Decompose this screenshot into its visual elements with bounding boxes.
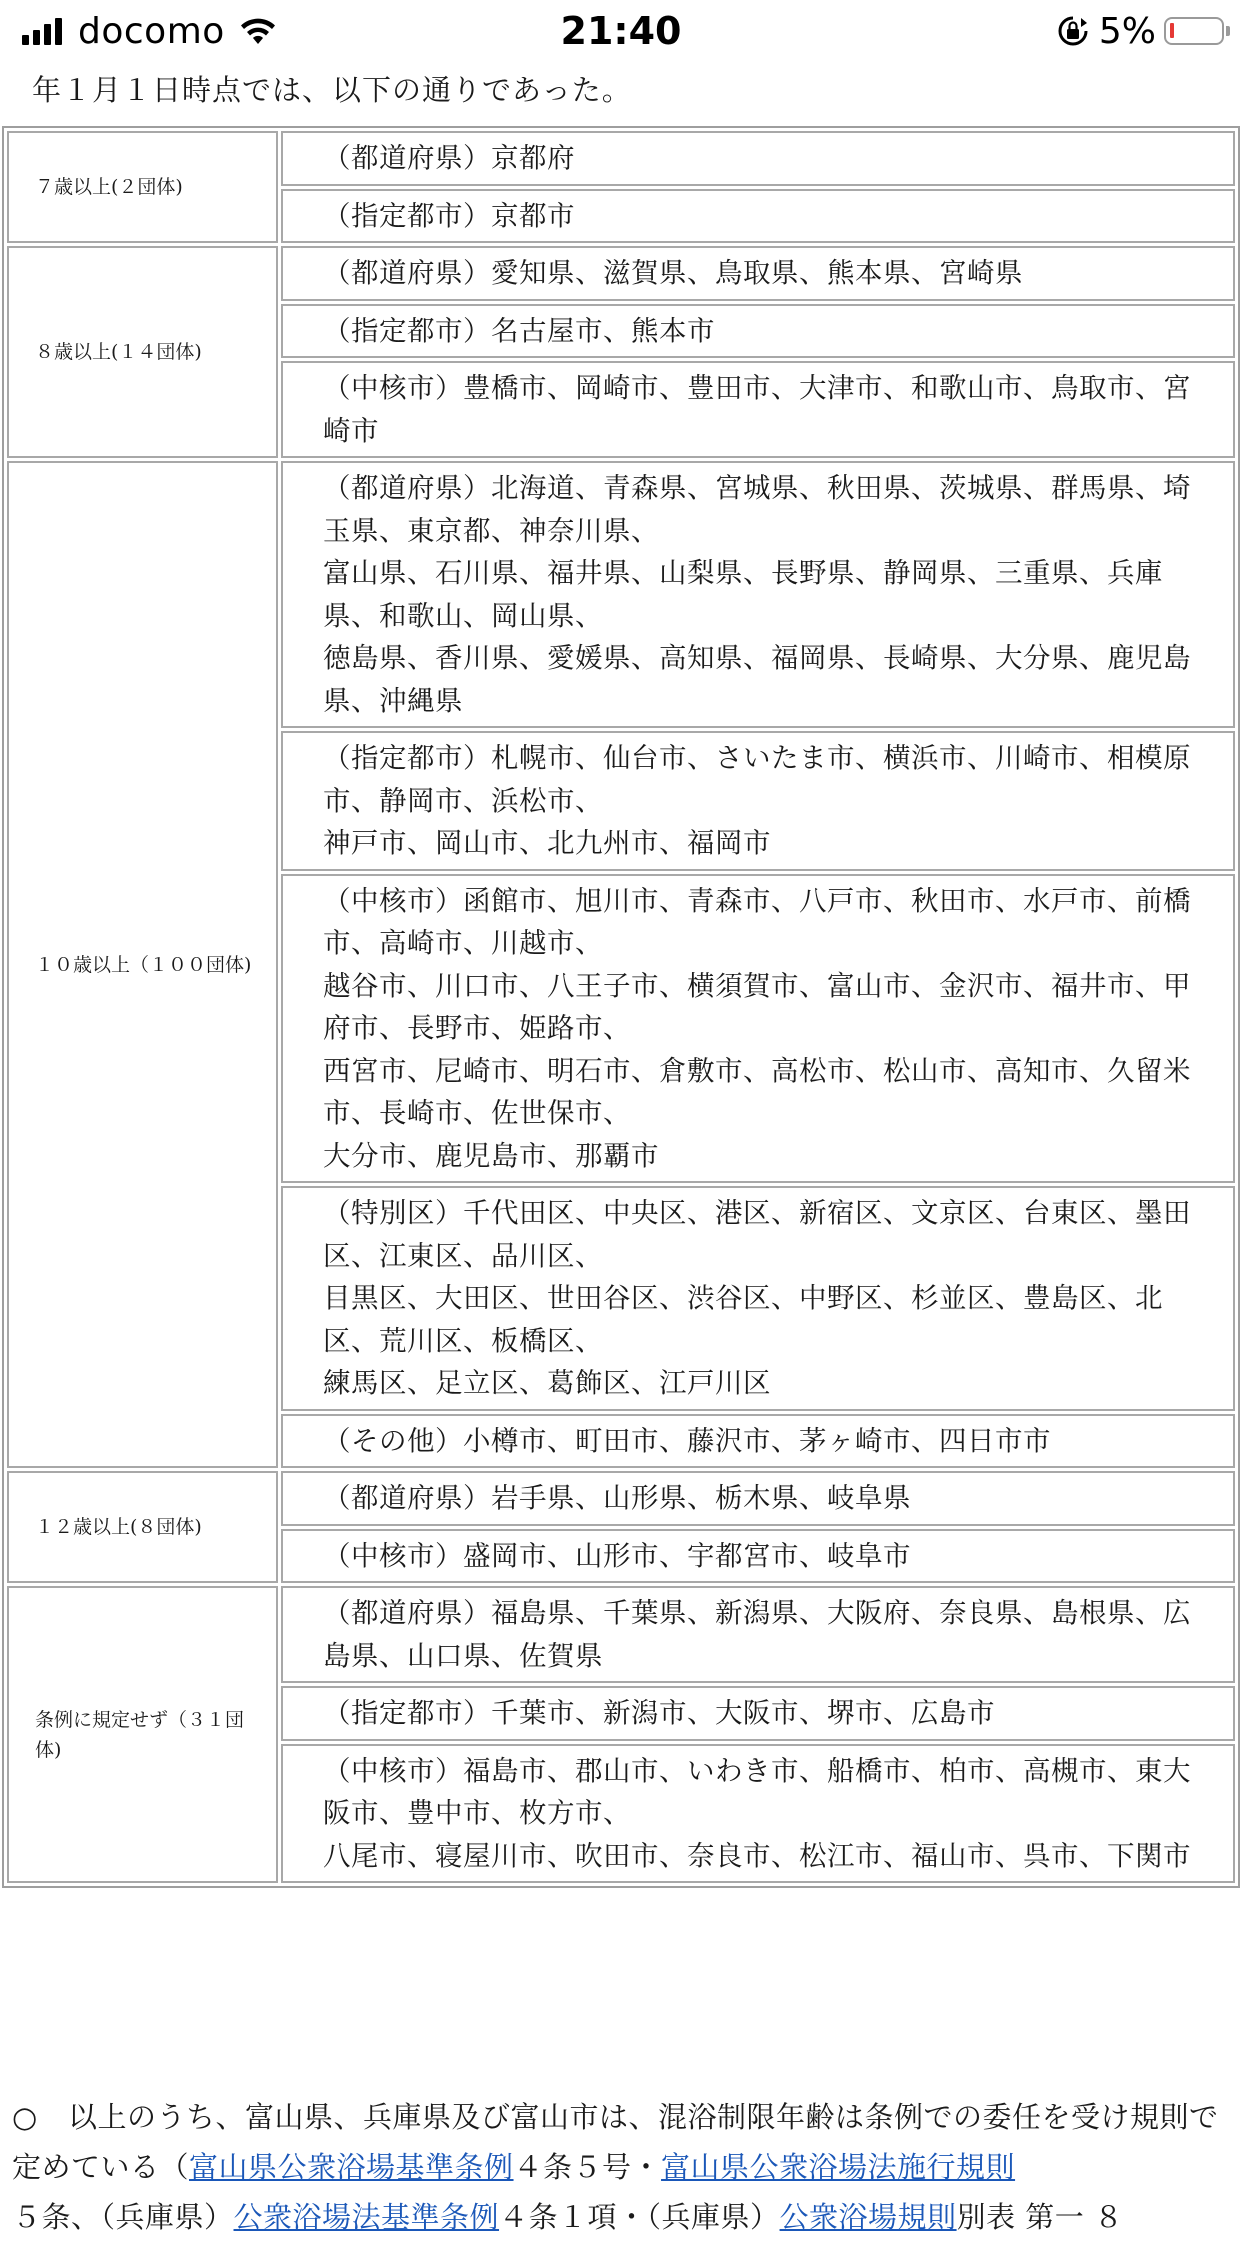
municipality-list-line: 大分市、鹿児島市、那覇市: [323, 1139, 659, 1172]
orientation-lock-icon: [1057, 15, 1089, 47]
municipality-list-line: （指定都市）千葉市、新潟市、大阪市、堺市、広島市: [323, 1697, 995, 1729]
municipality-list-line: 練馬区、足立区、葛飾区、江戸川区: [323, 1367, 771, 1399]
link-toyama-ken-bath-standard-ordinance[interactable]: 富山県公衆浴場基準条例: [189, 2150, 514, 2184]
municipality-list-cell: [281, 1186, 1235, 1411]
link-hyogo-bath-standard-ordinance[interactable]: 公衆浴場法基準条例: [233, 2200, 500, 2234]
municipality-list-cell: [281, 1529, 1235, 1584]
footer-text-2: ４条５号・: [513, 2150, 662, 2184]
table-row: [7, 246, 1235, 301]
municipality-list-line: （指定都市）札幌市、仙台市、さいたま市、横浜市、川崎市、相模原市、静岡市、浜松市、: [323, 742, 1191, 817]
carrier-name: docomo: [78, 10, 225, 52]
municipality-list-cell: [281, 189, 1235, 244]
footer-text-4: ４条１項・（兵庫県）: [499, 2200, 780, 2234]
municipality-list-cell: [281, 1686, 1235, 1741]
status-right: [1057, 8, 1224, 54]
municipality-list-line: 越谷市、川口市、八王子市、横須賀市、富山市、金沢市、福井市、甲府市、長野市、姫路市、: [323, 969, 1191, 1044]
intro-text: 年１月１日時点では、以下の通りであった。: [32, 73, 632, 107]
municipality-list-line: （指定都市）京都市: [323, 199, 575, 232]
link-hyogo-bath-rules[interactable]: 公衆浴場規則: [779, 2200, 957, 2234]
age-group-label: １０歳以上（１００団体): [7, 461, 278, 1468]
battery-level-fill: [1170, 23, 1174, 38]
municipality-list-line: （都道府県）北海道、青森県、宮城県、秋田県、茨城県、群馬県、埼玉県、東京都、神奈川県、: [323, 472, 1191, 547]
table-row: [7, 131, 1235, 186]
municipality-list-line: （都道府県）愛知県、滋賀県、鳥取県、熊本県、宮崎県: [323, 257, 1023, 289]
municipality-list-cell: [281, 1744, 1235, 1884]
municipality-list-line: （指定都市）名古屋市、熊本市: [323, 314, 715, 347]
status-bar: [0, 0, 1242, 62]
municipality-list-line: 西宮市、尼崎市、明石市、倉敷市、高松市、松山市、高知市、久留米市、長崎市、佐世保市、: [323, 1054, 1191, 1129]
municipality-list-cell: [281, 131, 1235, 186]
footer-text-3: ５条、（兵庫県）: [12, 2200, 234, 2234]
municipality-list-cell: [281, 1586, 1235, 1683]
municipality-list-line: （都道府県）岩手県、山形県、栃木県、岐阜県: [323, 1482, 911, 1514]
municipality-list-cell: [281, 304, 1235, 359]
table-row: [7, 1471, 1235, 1526]
municipality-list-line: （中核市）盛岡市、山形市、宇都宮市、岐阜市: [323, 1539, 911, 1572]
table-row: [7, 1586, 1235, 1683]
municipality-list-cell: [281, 361, 1235, 458]
municipality-list-line: （中核市）福島市、郡山市、いわき市、船橋市、柏市、高槻市、東大阪市、豊中市、枚方市、: [323, 1754, 1191, 1829]
age-group-label: ７歳以上(２団体): [7, 131, 278, 243]
age-group-label: ８歳以上(１４団体): [7, 246, 278, 458]
table-row: [7, 461, 1235, 728]
municipality-list-line: （中核市）豊橋市、岡崎市、豊田市、大津市、和歌山市、鳥取市、宮崎市: [323, 372, 1191, 447]
footer-text-5: 別表 第一 ８: [956, 2200, 1124, 2234]
table-body: [7, 131, 1235, 1883]
battery-percent: 5%: [1098, 10, 1156, 52]
link-toyama-ken-bath-law-rules[interactable]: 富山県公衆浴場法施行規則: [661, 2150, 1016, 2184]
bullet-circle: ○: [12, 2100, 38, 2134]
municipality-list-line: 目黒区、大田区、世田谷区、渋谷区、中野区、杉並区、豊島区、北区、荒川区、板橋区、: [323, 1282, 1163, 1357]
age-limit-table: [2, 126, 1240, 1888]
municipality-list-line: （都道府県）京都府: [323, 142, 575, 174]
footer-paragraph: [12, 2092, 1227, 2242]
municipality-list-line: （中核市）函館市、旭川市、青森市、八戸市、秋田市、水戸市、前橋市、高崎市、川越市、: [323, 884, 1191, 959]
municipality-list-line: （その他）小樽市、町田市、藤沢市、茅ヶ崎市、四日市市: [323, 1424, 1051, 1457]
status-time: 21:40: [560, 9, 682, 53]
age-group-label: １２歳以上(８団体): [7, 1471, 278, 1583]
municipality-list-cell: [281, 731, 1235, 871]
municipality-list-cell: [281, 1414, 1235, 1469]
municipality-list-cell: [281, 461, 1235, 728]
battery-icon: [1164, 17, 1224, 45]
municipality-list-line: 八尾市、寝屋川市、吹田市、奈良市、松江市、福山市、呉市、下関市: [323, 1839, 1191, 1872]
municipality-list-line: （都道府県）福島県、千葉県、新潟県、大阪府、奈良県、島根県、広島県、山口県、佐賀県: [323, 1597, 1191, 1672]
municipality-list-cell: [281, 246, 1235, 301]
municipality-list-cell: [281, 874, 1235, 1184]
municipality-list-line: 徳島県、香川県、愛媛県、高知県、福岡県、長崎県、大分県、鹿児島県、沖縄県: [323, 642, 1191, 717]
municipality-list-line: 富山県、石川県、福井県、山梨県、長野県、静岡県、三重県、兵庫県、和歌山、岡山県、: [323, 557, 1163, 632]
age-group-label: 条例に規定せず（３１団体): [7, 1586, 278, 1883]
municipality-list-cell: [281, 1471, 1235, 1526]
municipality-list-line: 神戸市、岡山市、北九州市、福岡市: [323, 827, 771, 859]
municipality-list-line: （特別区）千代田区、中央区、港区、新宿区、文京区、台東区、墨田区、江東区、品川区、: [323, 1197, 1191, 1272]
footer-text-1: 以上のうち、富山県、兵庫県及び富山市は、混浴制限年齢は条例での委任を受け規則で定めている（: [12, 2100, 1219, 2184]
